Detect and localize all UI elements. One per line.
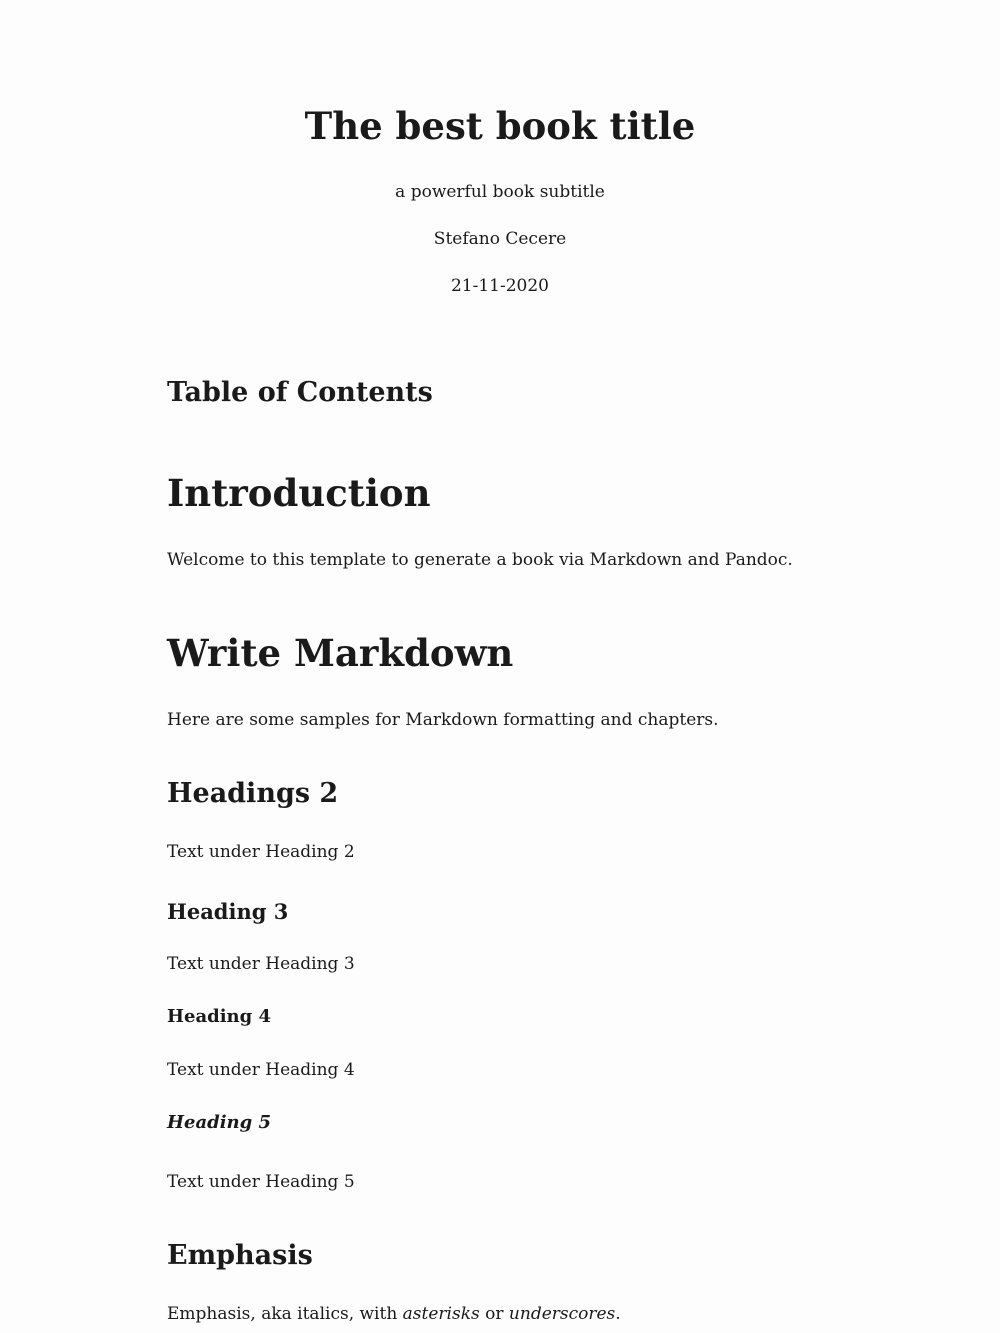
introduction-text: Welcome to this template to generate a book via Markdown and Pandoc.: [167, 550, 793, 570]
toc-heading: Table of Contents: [167, 377, 433, 408]
introduction-heading: Introduction: [167, 471, 431, 515]
heading4-heading: Heading 4: [167, 1006, 272, 1027]
headings2-heading: Headings 2: [167, 778, 339, 809]
emphasis-heading: Emphasis: [167, 1240, 313, 1271]
emphasis-text-after: .: [615, 1304, 621, 1324]
heading5-heading: Heading 5: [167, 1112, 272, 1133]
headings2-text: Text under Heading 2: [167, 842, 355, 862]
write-markdown-text: Here are some samples for Markdown formatting and chapters.: [167, 710, 719, 730]
heading5-text: Text under Heading 5: [167, 1172, 355, 1192]
emphasis-text-middle: or: [479, 1304, 509, 1324]
heading3-heading: Heading 3: [167, 899, 289, 924]
write-markdown-heading: Write Markdown: [167, 631, 514, 675]
emphasis-italic-underscores: underscores: [508, 1304, 616, 1324]
book-author: Stefano Cecere: [433, 229, 567, 249]
book-title: The best book title: [304, 104, 696, 148]
emphasis-italic-asterisks: asterisks: [402, 1304, 480, 1324]
book-date: 21-11-2020: [450, 276, 549, 296]
book-subtitle: a powerful book subtitle: [395, 182, 605, 202]
emphasis-text-before: Emphasis, aka italics, with: [167, 1304, 403, 1324]
emphasis-text: [167, 1301, 621, 1327]
heading3-text: Text under Heading 3: [167, 954, 355, 974]
heading4-text: Text under Heading 4: [167, 1060, 355, 1080]
